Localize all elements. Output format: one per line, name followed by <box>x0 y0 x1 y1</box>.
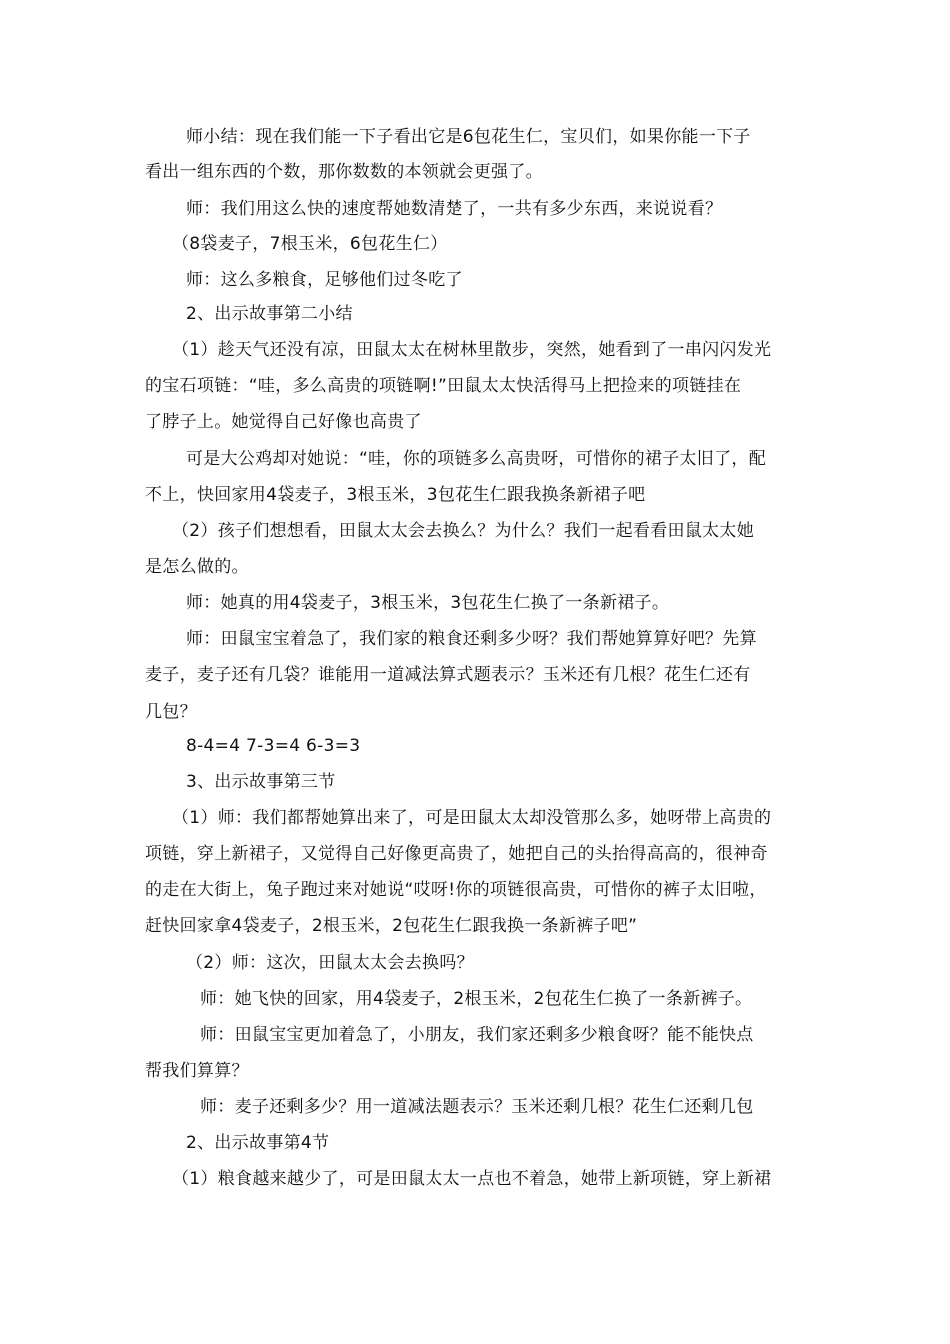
paragraph-line: （1）师：我们都帮她算出来了，可是田鼠太太却没管那么多，她呀带上高贵的 <box>172 808 772 828</box>
paragraph-line: 看出一组东西的个数，那你数数的本领就会更强了。 <box>145 162 543 182</box>
paragraph-line: 赶快回家拿4袋麦子，2根玉米，2包花生仁跟我换一条新裤子吧” <box>145 916 638 936</box>
paragraph-line: 了脖子上。她觉得自己好像也高贵了 <box>145 412 422 432</box>
paragraph-line: 麦子，麦子还有几袋？谁能用一道减法算式题表示？玉米还有几根？花生仁还有 <box>145 665 751 685</box>
paragraph-line: 的走在大街上，兔子跑过来对她说“哎呀!你的项链很高贵，可惜你的裤子太旧啦， <box>145 880 767 900</box>
paragraph-line: （8袋麦子，7根玉米，6包花生仁） <box>172 234 448 254</box>
section-heading: 2、出示故事第4节 <box>186 1133 330 1153</box>
paragraph-line: 师：她飞快的回家，用4袋麦子，2根玉米，2包花生仁换了一条新裤子。 <box>200 989 753 1009</box>
paragraph-line: （1）趁天气还没有凉，田鼠太太在树林里散步，突然，她看到了一串闪闪发光 <box>172 340 772 360</box>
paragraph-line: 师：田鼠宝宝着急了，我们家的粮食还剩多少呀？我们帮她算算好吧？先算 <box>186 629 757 649</box>
paragraph-line: 几包？ <box>145 702 197 722</box>
paragraph-line: 师：这么多粮食，足够他们过冬吃了 <box>186 270 463 290</box>
paragraph-line: 师：她真的用4袋麦子，3根玉米，3包花生仁换了一条新裙子。 <box>186 593 670 613</box>
paragraph-line: 是怎么做的。 <box>145 557 249 577</box>
paragraph-line: 的宝石项链：“哇，多么高贵的项链啊!”田鼠太太快活得马上把捡来的项链挂在 <box>145 376 742 396</box>
paragraph-line: （2）孩子们想想看，田鼠太太会去换么？为什么？我们一起看看田鼠太太她 <box>172 521 755 541</box>
paragraph-line: 师：田鼠宝宝更加着急了，小朋友，我们家还剩多少粮食呀？能不能快点 <box>200 1025 754 1045</box>
section-heading: 2、出示故事第二小结 <box>186 304 353 324</box>
paragraph-line: 师：麦子还剩多少？用一道减法题表示？玉米还剩几根？花生仁还剩几包 <box>200 1097 754 1117</box>
paragraph-line: （1）粮食越来越少了，可是田鼠太太一点也不着急，她带上新项链，穿上新裙 <box>172 1169 772 1189</box>
paragraph-line: 可是大公鸡却对她说：“哇，你的项链多么高贵呀，可惜你的裙子太旧了，配 <box>186 449 767 469</box>
paragraph-line: 帮我们算算？ <box>145 1061 249 1081</box>
paragraph-line: 不上，快回家用4袋麦子，3根玉米，3包花生仁跟我换条新裙子吧 <box>145 485 646 505</box>
paragraph-line: 项链，穿上新裙子，又觉得自己好像更高贵了，她把自己的头抬得高高的，很神奇 <box>145 844 768 864</box>
paragraph-line: （2）师：这次，田鼠太太会去换吗？ <box>186 953 474 973</box>
paragraph-line: 师小结：现在我们能一下子看出它是6包花生仁，宝贝们，如果你能一下子 <box>186 127 751 147</box>
section-heading: 3、出示故事第三节 <box>186 772 336 792</box>
equation-line: 8-4=4 7-3=4 6-3=3 <box>186 736 361 756</box>
paragraph-line: 师：我们用这么快的速度帮她数清楚了，一共有多少东西，来说说看？ <box>186 199 723 219</box>
